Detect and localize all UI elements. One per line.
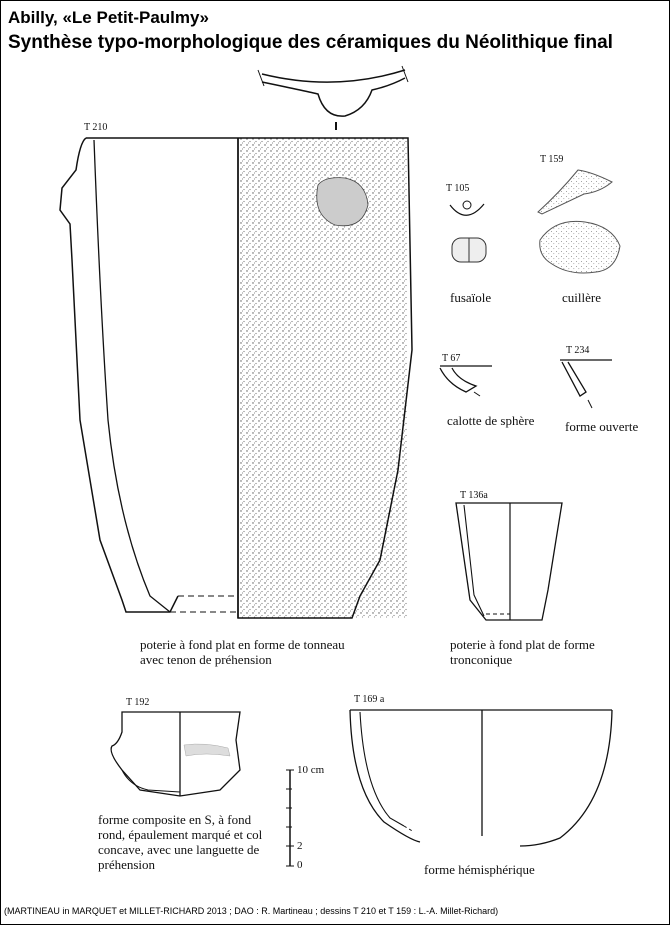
caption-composite [98,812,262,872]
tag-t192: T 192 [126,697,150,708]
calotte-drawing [440,366,492,396]
tag-t67: T 67 [442,353,461,364]
vessel-t192 [111,712,240,796]
caption-calotte: calotte de sphère [447,413,535,428]
scale-label-2: 2 [297,840,303,852]
tag-t210: T 210 [84,122,108,133]
tag-t105: T 105 [446,183,470,194]
caption-composite-line4: préhension [98,857,156,872]
vessel-t210 [60,138,412,618]
scale-bar [286,770,294,866]
caption-fusaiole: fusaïole [450,290,492,305]
caption-composite-line2: rond, épaulement marqué et col [98,827,263,842]
rim-profile [258,66,408,130]
caption-composite-line3: concave, avec une languette de [98,842,260,857]
tag-t234: T 234 [566,345,590,356]
tag-t159: T 159 [540,154,564,165]
caption-ouverte: forme ouverte [565,419,639,434]
credit-line: (MARTINEAU in MARQUET et MILLET-RICHARD 2013 ; DAO : R. Martineau ; dessins T 210 et T 159 : L.-A. Millet-Richard) [4,906,499,916]
tag-t169a: T 169 a [354,694,385,705]
caption-cuillere: cuillère [562,290,601,305]
ouverte-drawing [560,360,612,408]
scale-label-0: 0 [297,859,303,871]
caption-hemispherique: forme hémisphérique [424,862,535,877]
caption-tronconique-line1: poterie à fond plat de forme [450,637,595,652]
caption-tronconique [450,637,595,667]
vessel-t136a [456,503,562,620]
tag-t136a: T 136a [460,490,488,501]
caption-tronconique-line2: tronconique [450,652,513,667]
scale-label-10cm: 10 cm [297,764,325,776]
caption-tonneau-line2: avec tenon de préhension [140,652,272,667]
caption-composite-line1: forme composite en S, à fond [98,812,252,827]
caption-tonneau [140,637,345,667]
caption-tonneau-line1: poterie à fond plat en forme de tonneau [140,637,345,652]
figure-subtitle: Synthèse typo-morphologique des céramiques du Néolithique final [8,32,613,53]
figure-title: Abilly, «Le Petit-Paulmy» [8,8,209,27]
fusaiole-drawing [450,201,486,262]
cuillere-drawing [538,170,620,273]
vessel-t169a [350,710,612,846]
